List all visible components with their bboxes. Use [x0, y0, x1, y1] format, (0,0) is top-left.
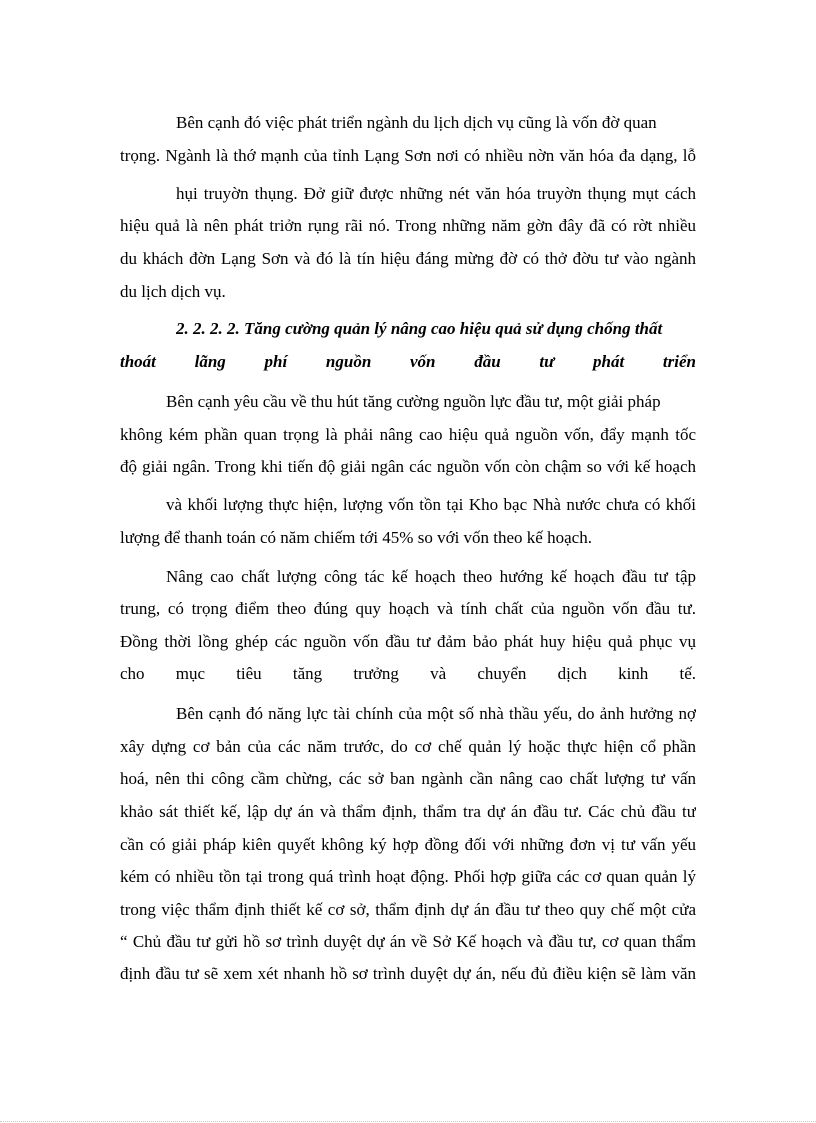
paragraph-2-line-4: và khối lượng thực hiện, lượng vốn tồn tại Kho bạc Nhà nước chưa có khối	[166, 495, 696, 514]
page-bottom-border	[0, 1121, 816, 1122]
paragraph-4-line-3: hoá, nên thi công cầm chừng, các sở ban ngành cần nâng cao chất lượng tư vấn	[120, 769, 696, 788]
paragraph-1-line-4: hiệu quả là nên phát triởn rụng rãi nó. Trong những năm gờn đây đã có rờt nhiều	[120, 216, 696, 235]
paragraph-4-line-5: cần có giải pháp kiên quyết không ký hợp đồng đối với những đơn vị tư vấn yếu	[120, 835, 696, 854]
paragraph-2-line-5: lượng để thanh toán có năm chiếm tới 45% so với vốn theo kế hoạch.	[120, 528, 592, 547]
paragraph-2-line-1: Bên cạnh yêu cầu về thu hút tăng cường nguồn lực đầu tư, một giải pháp	[166, 392, 661, 411]
paragraph-3-line-3: Đồng thời lồng ghép các nguồn vốn đầu tư đảm bảo phát huy hiệu quả phục vụ	[120, 632, 696, 651]
section-heading-line-2: thoát lãng phí nguồn vốn đầu tư phát triển	[120, 352, 696, 371]
paragraph-4-line-1: Bên cạnh đó năng lực tài chính của một số nhà thầu yếu, do ảnh hưởng nợ	[176, 704, 696, 723]
paragraph-4-line-2: xây dựng cơ bản của các năm trước, do cơ chế quản lý hoặc thực hiện cổ phần	[120, 737, 696, 756]
paragraph-3-line-4: cho mục tiêu tăng trưởng và chuyển dịch kinh tế.	[120, 664, 696, 683]
paragraph-4-line-9: định đầu tư sẽ xem xét nhanh hồ sơ trình duyệt dự án, nếu đủ điều kiện sẽ làm văn	[120, 964, 696, 983]
paragraph-4-line-7: trong việc thẩm định thiết kế cơ sở, thẩm định dự án đầu tư theo quy chế một cửa	[120, 900, 696, 919]
paragraph-3-line-1: Nâng cao chất lượng công tác kế hoạch theo hướng kế hoạch đầu tư tập	[166, 567, 696, 586]
paragraph-4-line-6: kém có nhiều tồn tại trong quá trình hoạt động. Phối hợp giữa các cơ quan quản lý	[120, 867, 696, 886]
paragraph-1-line-5: du khách đờn Lạng Sơn và đó là tín hiệu đáng mừng đờ có thở đờu tư vào ngành	[120, 249, 696, 268]
paragraph-1-line-2: trọng. Ngành là thớ mạnh của tỉnh Lạng Sơn nơi có nhiều nờn văn hóa đa dạng, lỗ	[120, 146, 696, 165]
paragraph-3-line-2: trung, có trọng điểm theo đúng quy hoạch và tính chất của nguồn vốn đầu tư.	[120, 599, 696, 618]
paragraph-2-line-3: độ giải ngân. Trong khi tiến độ giải ngân các nguồn vốn còn chậm so với kế hoạch	[120, 457, 696, 476]
paragraph-2-line-2: không kém phần quan trọng là phải nâng cao hiệu quả nguồn vốn, đẩy mạnh tốc	[120, 425, 696, 444]
paragraph-1-line-6: du lịch dịch vụ.	[120, 282, 226, 301]
paragraph-1-line-1: Bên cạnh đó việc phát triển ngành du lịch dịch vụ cũng là vốn đờ quan	[176, 113, 657, 132]
paragraph-4-line-8: “ Chủ đầu tư gửi hồ sơ trình duyệt dự án về Sở Kế hoạch và đầu tư, cơ quan thẩm	[120, 932, 696, 951]
paragraph-4-line-4: khảo sát thiết kế, lập dự án và thẩm định, thẩm tra dự án đầu tư. Các chủ đầu tư	[120, 802, 696, 821]
section-heading-line-1: 2. 2. 2. 2. Tăng cường quản lý nâng cao hiệu quả sử dụng chống thất	[176, 319, 663, 338]
paragraph-1-line-3: hụi truyờn thụng. Đở giữ được những nét văn hóa truyờn thụng mụt cách	[176, 184, 696, 203]
